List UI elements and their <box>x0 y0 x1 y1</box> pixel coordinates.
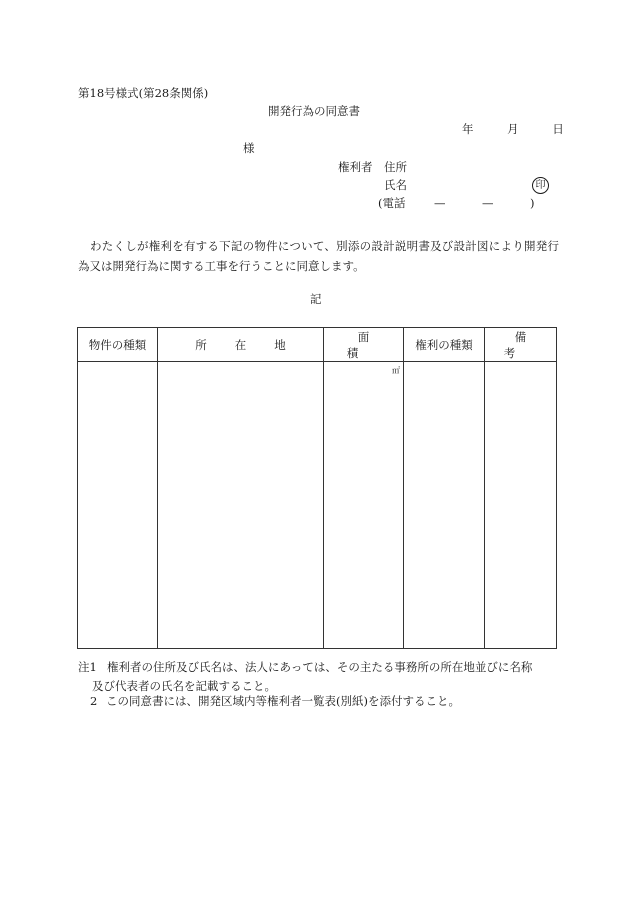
date-row <box>462 124 564 136</box>
date-year-label: 年 <box>462 122 474 136</box>
header-right-type: 権利の種類 <box>404 328 485 362</box>
seal-mark: 印 <box>532 177 549 194</box>
document-title: 開発行為の同意書 <box>268 104 360 118</box>
ki-heading: 記 <box>310 292 322 306</box>
cell-remarks[interactable] <box>485 362 557 649</box>
note-2 <box>90 696 460 708</box>
note-1-line-2: 及び代表者の氏名を記載すること。 <box>92 679 276 693</box>
header-remarks <box>485 328 557 362</box>
note-1-prefix: 注1 <box>78 660 97 674</box>
date-month-label: 月 <box>507 122 519 136</box>
cell-right-type[interactable] <box>404 362 485 649</box>
header-area <box>324 328 404 362</box>
header-location <box>158 328 324 362</box>
property-table <box>77 327 557 649</box>
note-2-text: この同意書には、開発区域内等権利者一覧表(別紙)を添付すること。 <box>106 694 460 708</box>
phone-label: (電話 <box>378 196 406 210</box>
right-holder-label: 権利者 <box>338 160 373 174</box>
cell-location[interactable] <box>158 362 324 649</box>
date-day-label: 日 <box>552 122 564 136</box>
addressee-suffix: 様 <box>243 141 255 155</box>
header-remarks-text: 備考 <box>503 329 549 360</box>
note-2-number: 2 <box>90 694 98 708</box>
cell-area[interactable] <box>324 362 404 649</box>
header-location-text: 所在地 <box>195 337 314 352</box>
phone-dash: — <box>482 196 494 210</box>
note-1 <box>78 658 568 696</box>
header-area-text: 面積 <box>346 329 392 360</box>
cell-property-kind[interactable] <box>78 362 158 649</box>
header-property-kind: 物件の種類 <box>78 328 158 362</box>
phone-close: ) <box>530 196 535 210</box>
name-label: 氏名 <box>384 178 407 192</box>
form-number: 第18号様式(第28条関係) <box>78 86 209 100</box>
area-unit: ㎡ <box>392 366 400 375</box>
address-label: 住所 <box>384 160 407 174</box>
table-row <box>78 362 557 649</box>
phone-dash: — <box>434 196 446 210</box>
consent-statement: わたくしが権利を有する下記の物件について、別添の設計説明書及び設計図により開発行為又は開発行為に関する工事を行うことに同意します。 <box>78 239 559 273</box>
note-1-line-1: 権利者の住所及び氏名は、法人にあっては、その主たる事務所の所在地並びに名称 <box>107 660 533 674</box>
phone-row <box>378 198 535 210</box>
table-header-row <box>78 328 557 362</box>
